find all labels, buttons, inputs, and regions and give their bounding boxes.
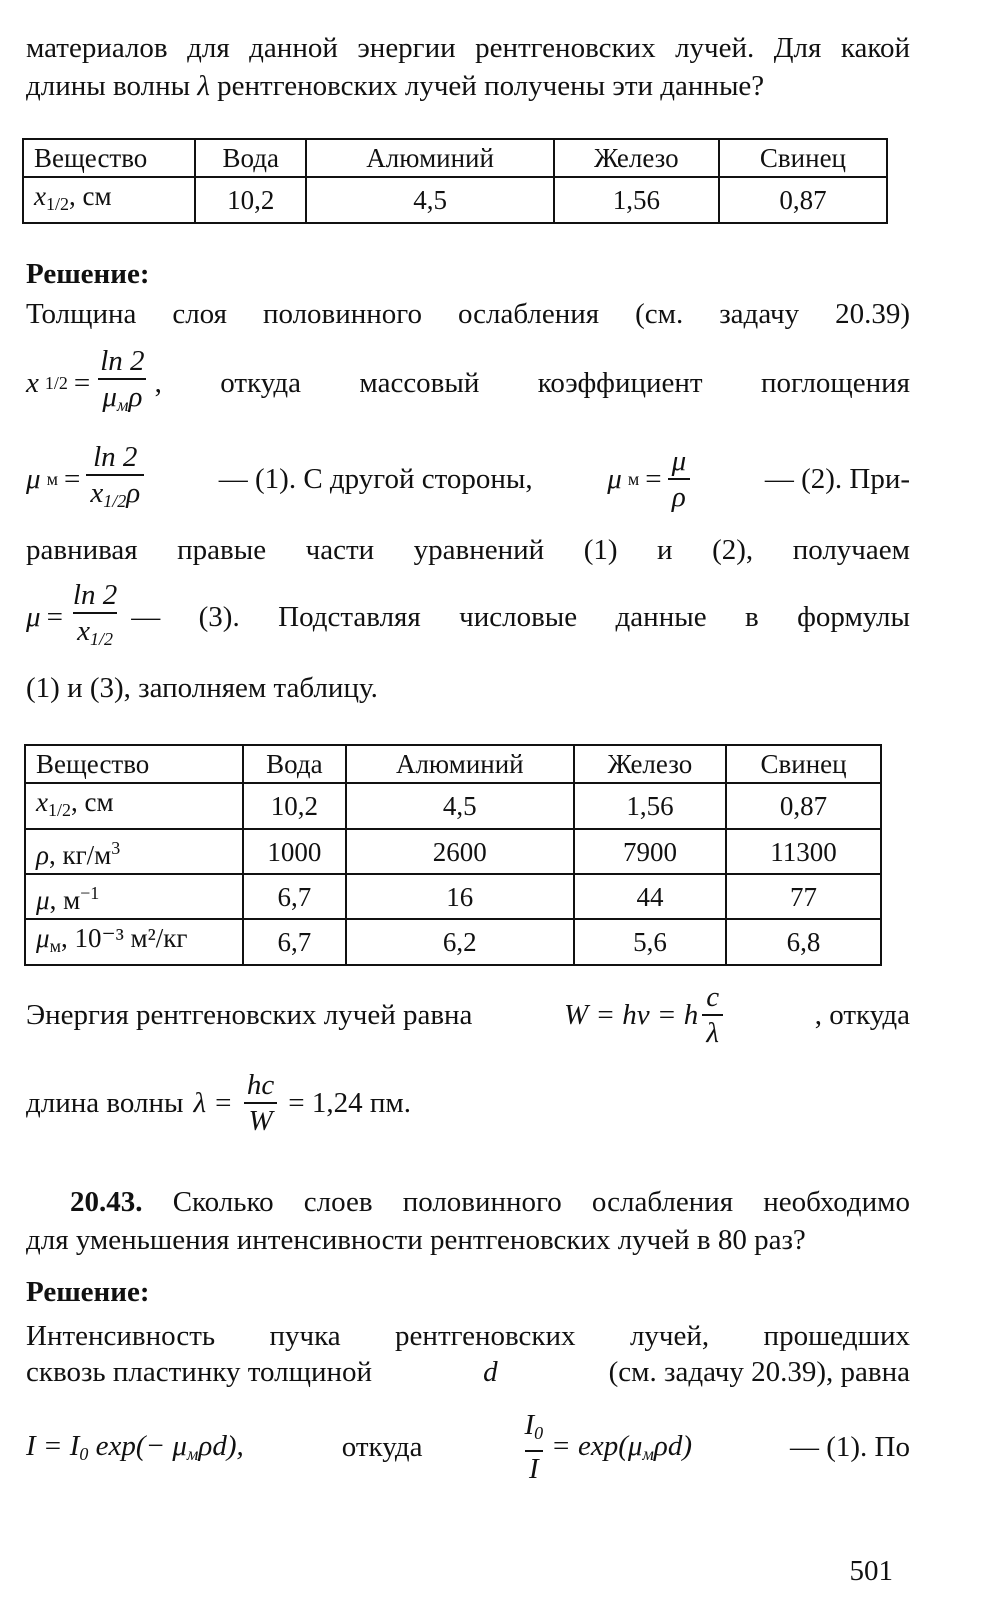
- table-label-cell: $x_{1/2}$, см: [23, 177, 195, 223]
- solution-heading: Решение:: [26, 258, 150, 290]
- table-cell: 2600: [346, 829, 574, 874]
- intro-line-2: длины волны λ рентгеновских лучей получены эти данные?: [26, 70, 765, 102]
- table-cell: 6,8: [726, 919, 881, 965]
- table-label-cell: $x_{1/2}$, см: [25, 783, 243, 829]
- table-label-cell: Вещество: [25, 745, 243, 783]
- fraction: $\frac{c}{\lambda}$: [702, 980, 723, 1050]
- solution-heading: Решение:: [26, 1276, 150, 1308]
- table-header-cell: Алюминий: [306, 139, 553, 177]
- table-header-row: [23, 139, 887, 177]
- solution-line-1: Толщина слоя половинного ослабления (см. задачу 20.39): [26, 298, 910, 330]
- equation-energy: Энергия рентгеновских лучей равна W = hν = h $\frac{c}{\lambda}$ , откуда: [26, 981, 910, 1049]
- equation-wavelength: длина волны λ = $\frac{hc}{W}$ = 1,24 пм.: [26, 1069, 411, 1137]
- fraction: $\frac{I_0}{I}$: [524, 1409, 544, 1485]
- table-header-cell: Свинец: [719, 139, 887, 177]
- table-row: [25, 874, 881, 919]
- fraction: $\frac{\mu}{\rho}$: [668, 444, 691, 514]
- table-cell: 10,2: [195, 177, 306, 223]
- table-cell: 1,56: [554, 177, 719, 223]
- table-label-cell: μ, $м^{-1}$: [25, 874, 243, 919]
- table-header-cell: Вода: [195, 139, 306, 177]
- table-half-thickness: [22, 138, 888, 224]
- table-cell: 1,56: [574, 783, 726, 829]
- table-cell: 0,87: [719, 177, 887, 223]
- table-cell: 6,2: [346, 919, 574, 965]
- table-cell: 16: [346, 874, 574, 919]
- table-row: [25, 919, 881, 965]
- equation-half-layer: x 1/2 = $\frac{\ln 2}{\mu_м\rho}$ , откуда массовый коэффициент поглощения: [26, 344, 910, 422]
- equation-linear-coefficient: μ = $\frac{\ln 2}{x_{1/2}}$ — (3). Подставляя числовые данные в формулы: [26, 578, 910, 656]
- table-label-cell: Вещество: [23, 139, 195, 177]
- equation-mass-coefficient: μ м = $\frac{\ln 2}{x_{1/2}\rho}$ — (1). С другой стороны, μ м = $\frac{\mu}{\rho}$ — (2). При-: [26, 440, 910, 518]
- fraction: $\frac{\ln 2}{x_{1/2}\rho}$: [86, 440, 144, 518]
- solution-line-2: равнивая правые части уравнений (1) и (2), получаем: [26, 534, 910, 566]
- table-row: [25, 783, 881, 829]
- fraction: $\frac{\ln 2}{x_{1/2}}$: [69, 578, 121, 656]
- table-cell: 6,7: [243, 874, 346, 919]
- table-cell: 10,2: [243, 783, 346, 829]
- page-number: 501: [849, 1555, 893, 1587]
- table-cell: 44: [574, 874, 726, 919]
- table-cell: 1000: [243, 829, 346, 874]
- intro-line-1: материалов для данной энергии рентгеновских лучей. Для какой: [26, 32, 910, 64]
- table-cell: 4,5: [306, 177, 553, 223]
- table-header-cell: Железо: [554, 139, 719, 177]
- solution2-line-2: сквозь пластинку толщиной d (см. задачу 20.39), равна: [26, 1356, 910, 1388]
- table-label-cell: $\mu_м$, 10⁻³ м²/кг: [25, 919, 243, 965]
- fraction: $\frac{hc}{W}$: [243, 1068, 278, 1138]
- table-row: [25, 829, 881, 874]
- table-label-cell: ρ, $кг/м^3$: [25, 829, 243, 874]
- table-cell: 77: [726, 874, 881, 919]
- table-cell: 5,6: [574, 919, 726, 965]
- fraction: $\frac{\ln 2}{\mu_м\rho}$: [96, 344, 148, 422]
- table-cell: 4,5: [346, 783, 574, 829]
- table-header-cell: Вода: [243, 745, 346, 783]
- solution-line-3: (1) и (3), заполняем таблицу.: [26, 672, 378, 704]
- table-header-cell: Железо: [574, 745, 726, 783]
- table-cell: 6,7: [243, 919, 346, 965]
- table-row: [23, 177, 887, 223]
- table-cell: 7900: [574, 829, 726, 874]
- table-header-row: [25, 745, 881, 783]
- table-header-cell: Алюминий: [346, 745, 574, 783]
- problem-line-1: 20.43. Сколько слоев половинного ослабления необходимо: [70, 1186, 911, 1218]
- table-cell: 11300: [726, 829, 881, 874]
- table-header-cell: Свинец: [726, 745, 881, 783]
- problem-line-2: для уменьшения интенсивности рентгеновских лучей в 80 раз?: [26, 1224, 806, 1256]
- table-cell: 0,87: [726, 783, 881, 829]
- equation-intensity: $I = I_0$ $\exp(- \mu_м\rho d)$, откуда $\frac{I_0}{I}$ = $\exp(\mu_м\rho d)$ — (1). По: [26, 1409, 910, 1485]
- table-absorption: [24, 744, 882, 966]
- solution2-line-1: Интенсивность пучка рентгеновских лучей, прошедших: [26, 1320, 910, 1352]
